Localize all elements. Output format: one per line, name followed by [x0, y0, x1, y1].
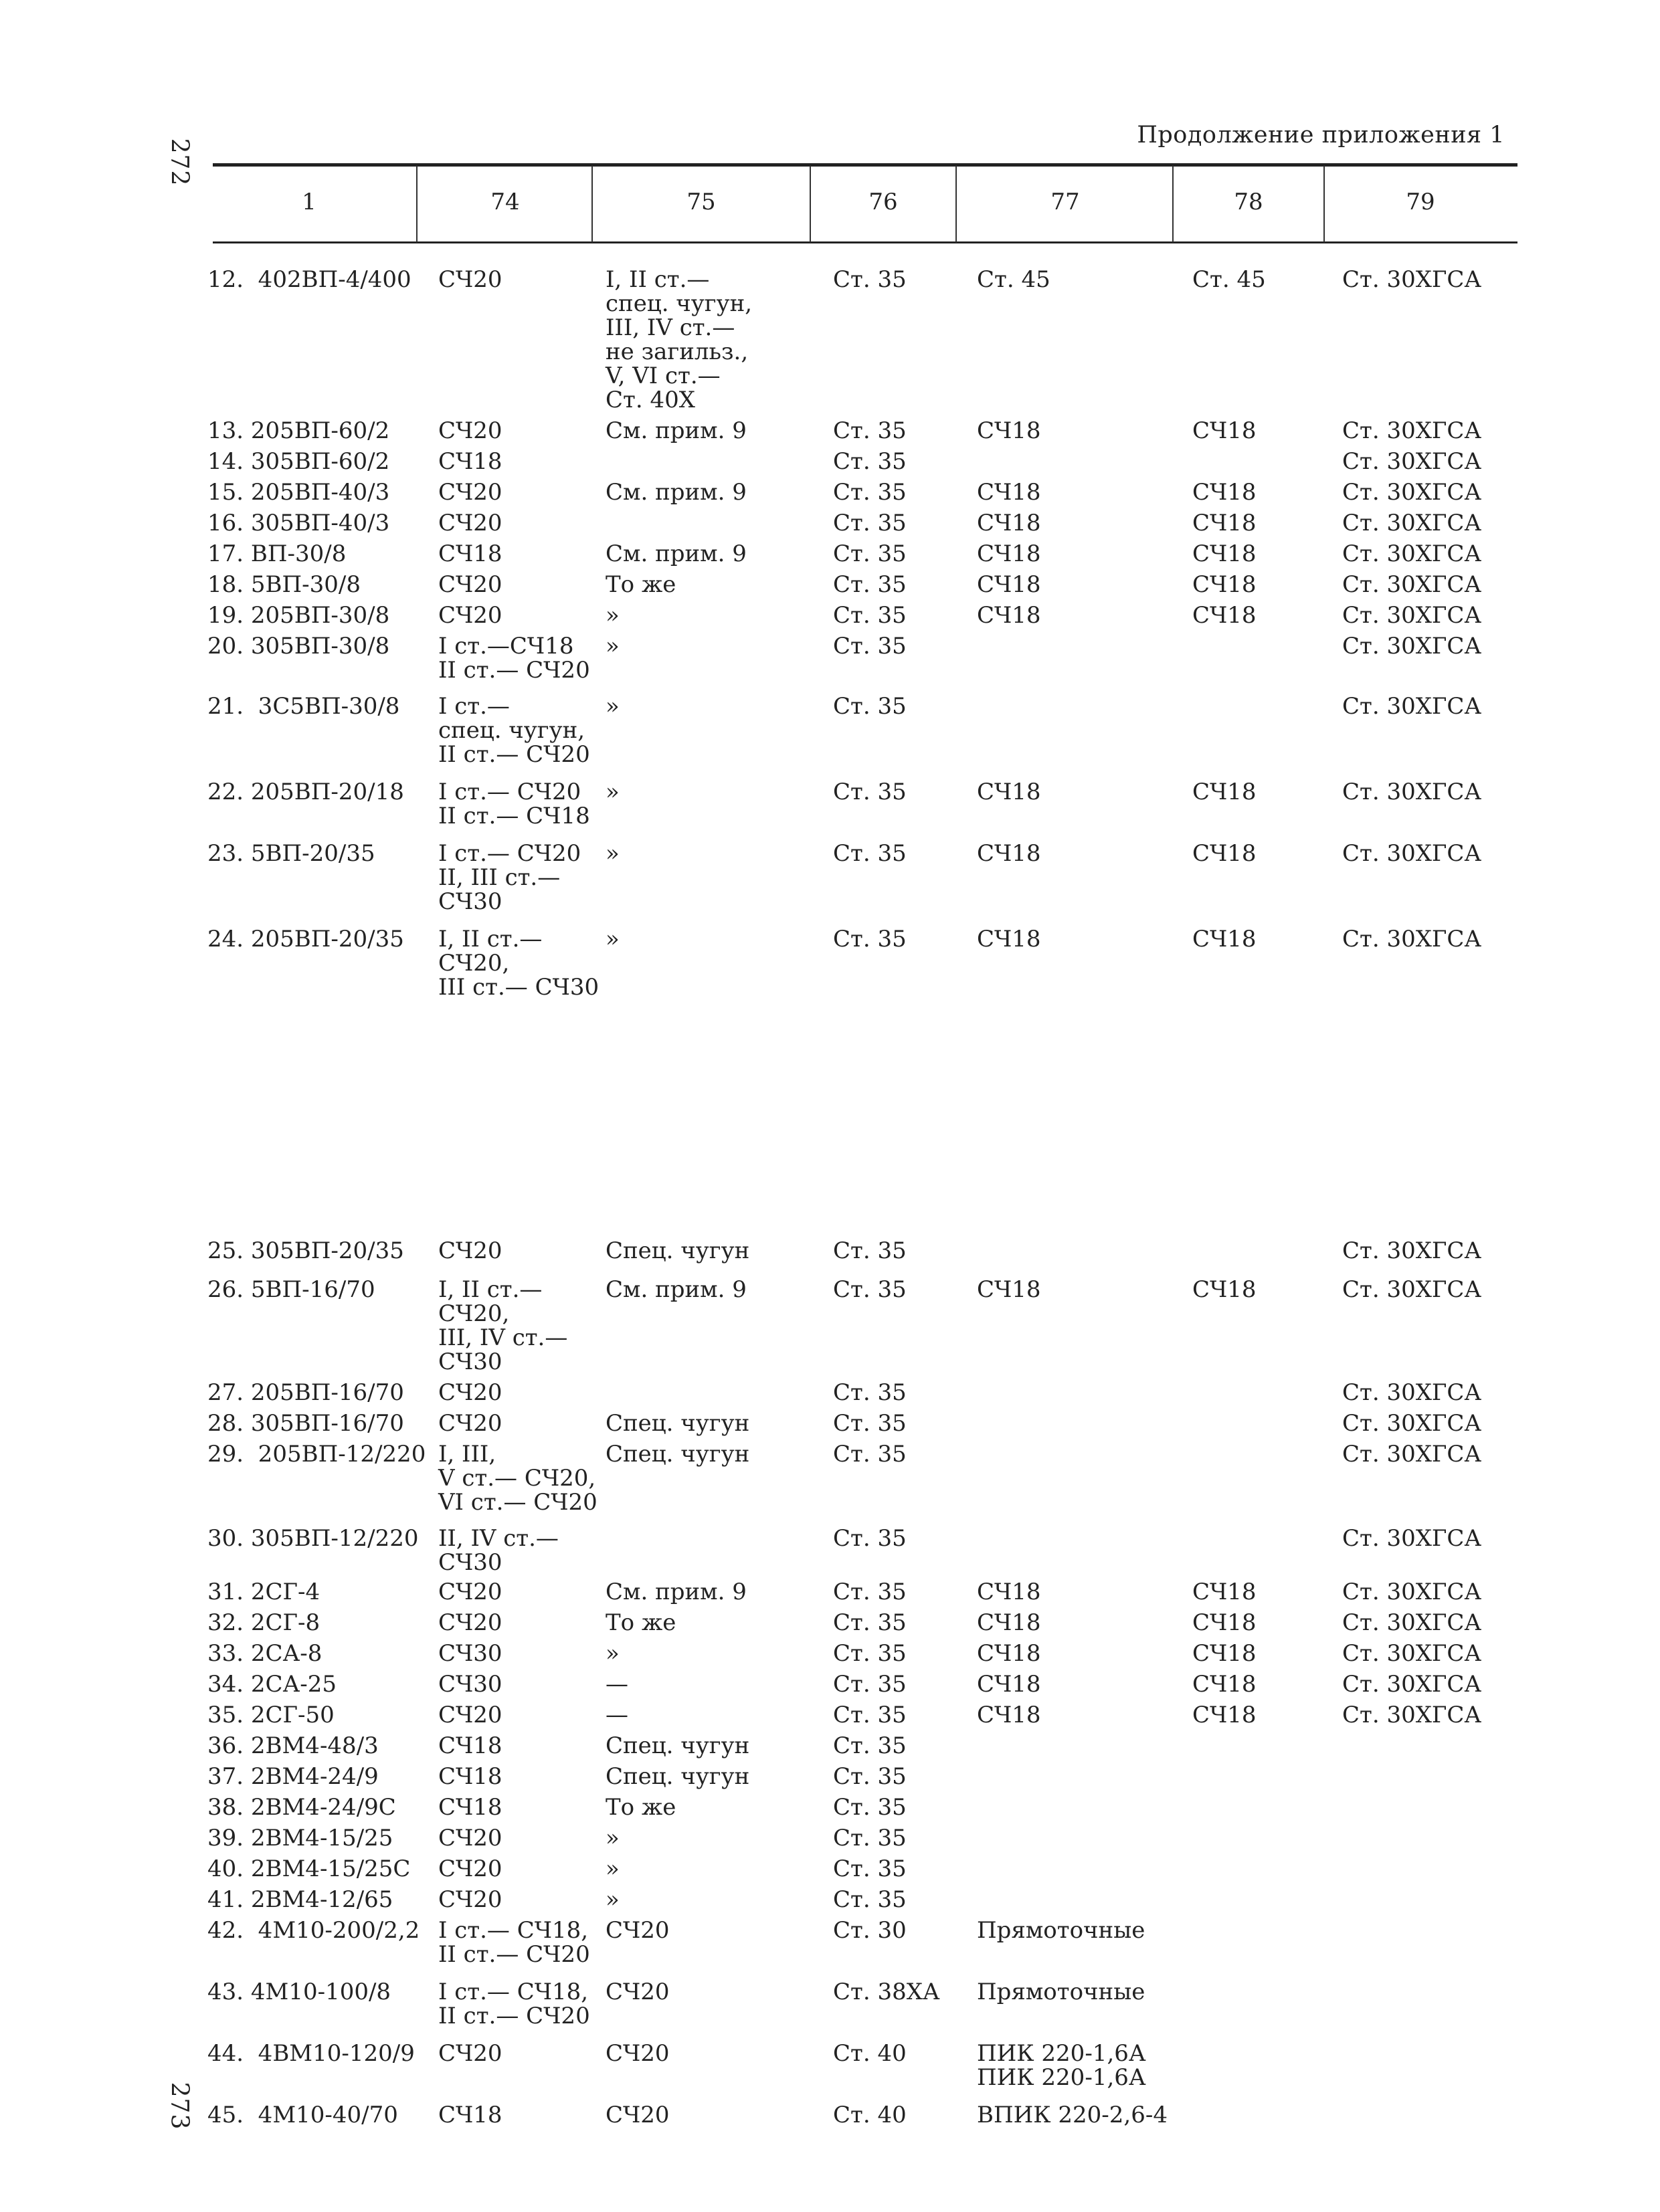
- cell-col-75: »: [606, 840, 620, 867]
- cell-col-75: I, II ст.— спец. чугун, III, IV ст.— не загильз., V, VI ст.— Ст. 40Х: [606, 266, 753, 413]
- cell-col-1: 24. 205ВП-20/35: [207, 926, 404, 952]
- cell-col-75: СЧ20: [606, 2102, 670, 2128]
- cell-col-78: Ст. 45: [1192, 266, 1266, 293]
- cell-col-78: СЧ18: [1192, 779, 1257, 805]
- cell-col-74: СЧ20: [438, 1579, 502, 1605]
- cell-col-78: СЧ18: [1192, 1640, 1257, 1667]
- cell-col-76: Ст. 35: [833, 1763, 907, 1790]
- cell-col-75: »: [606, 1855, 620, 1882]
- cell-col-79: Ст. 30ХГСА: [1342, 693, 1482, 720]
- cell-col-76: Ст. 35: [833, 779, 907, 805]
- cell-col-75: См. прим. 9: [606, 540, 747, 567]
- cell-col-78: СЧ18: [1192, 540, 1257, 567]
- cell-col-76: Ст. 35: [833, 1410, 907, 1437]
- cell-col-75: См. прим. 9: [606, 1276, 747, 1303]
- column-header: 1: [302, 189, 316, 215]
- cell-col-75: »: [606, 1640, 620, 1667]
- cell-col-74: СЧ20: [438, 1410, 502, 1437]
- cell-col-79: Ст. 30ХГСА: [1342, 602, 1482, 629]
- cell-col-75: »: [606, 633, 620, 660]
- cell-col-76: Ст. 35: [833, 1794, 907, 1821]
- cell-col-75: »: [606, 1825, 620, 1851]
- cell-col-74: СЧ18: [438, 448, 502, 475]
- cell-col-77: СЧ18: [977, 926, 1041, 952]
- cell-col-1: 15. 205ВП-40/3: [207, 479, 390, 506]
- cell-col-75: Спец. чугун: [606, 1410, 750, 1437]
- cell-col-78: СЧ18: [1192, 1609, 1257, 1636]
- cell-col-75: Спец. чугун: [606, 1732, 750, 1759]
- cell-col-1: 37. 2ВМ4-24/9: [207, 1763, 379, 1790]
- cell-col-1: 34. 2СА-25: [207, 1671, 337, 1698]
- cell-col-74: I ст.— спец. чугун, II ст.— СЧ20: [438, 693, 590, 768]
- cell-col-1: 44. 4ВМ10-120/9: [207, 2040, 415, 2067]
- cell-col-74: СЧ18: [438, 1763, 502, 1790]
- cell-col-76: Ст. 35: [833, 1855, 907, 1882]
- cell-col-76: Ст. 35: [833, 1579, 907, 1605]
- cell-col-74: II, IV ст.— СЧ30: [438, 1525, 559, 1576]
- cell-col-75: »: [606, 926, 620, 952]
- cell-col-77: СЧ18: [977, 779, 1041, 805]
- cell-col-79: Ст. 30ХГСА: [1342, 1702, 1482, 1728]
- cell-col-75: СЧ20: [606, 2040, 670, 2067]
- column-divider: [1172, 166, 1174, 242]
- page-number-bottom: 273: [165, 2082, 193, 2130]
- cell-col-74: СЧ20: [438, 479, 502, 506]
- cell-col-76: Ст. 35: [833, 840, 907, 867]
- cell-col-77: СЧ18: [977, 840, 1041, 867]
- cell-col-76: Ст. 35: [833, 633, 907, 660]
- cell-col-76: Ст. 35: [833, 693, 907, 720]
- cell-col-76: Ст. 38ХА: [833, 1979, 940, 2005]
- cell-col-77: СЧ18: [977, 1276, 1041, 1303]
- cell-col-79: Ст. 30ХГСА: [1342, 779, 1482, 805]
- cell-col-74: СЧ20: [438, 1379, 502, 1406]
- cell-col-1: 45. 4М10-40/70: [207, 2102, 398, 2128]
- cell-col-76: Ст. 35: [833, 926, 907, 952]
- cell-col-1: 21. 3С5ВП-30/8: [207, 693, 400, 720]
- cell-col-79: Ст. 30ХГСА: [1342, 1640, 1482, 1667]
- cell-col-74: I, II ст.— СЧ20, III ст.— СЧ30: [438, 926, 600, 1001]
- cell-col-1: 43. 4М10-100/8: [207, 1979, 391, 2005]
- cell-col-1: 23. 5ВП-20/35: [207, 840, 375, 867]
- column-header: 75: [686, 189, 716, 215]
- cell-col-1: 38. 2ВМ4-24/9С: [207, 1794, 396, 1821]
- cell-col-76: Ст. 35: [833, 1702, 907, 1728]
- cell-col-75: См. прим. 9: [606, 479, 747, 506]
- cell-col-77: Ст. 45: [977, 266, 1050, 293]
- cell-col-1: 41. 2ВМ4-12/65: [207, 1886, 393, 1913]
- table-top-rule: [213, 163, 1517, 167]
- cell-col-1: 31. 2СГ-4: [207, 1579, 320, 1605]
- cell-col-74: СЧ18: [438, 1794, 502, 1821]
- cell-col-1: 12. 402ВП-4/400: [207, 266, 411, 293]
- cell-col-1: 13. 205ВП-60/2: [207, 417, 390, 444]
- cell-col-77: Прямоточные: [977, 1979, 1145, 2005]
- column-header: 76: [868, 189, 898, 215]
- cell-col-75: То же: [606, 571, 676, 598]
- cell-col-74: СЧ30: [438, 1640, 502, 1667]
- cell-col-77: СЧ18: [977, 1579, 1041, 1605]
- cell-col-76: Ст. 35: [833, 1441, 907, 1468]
- cell-col-78: СЧ18: [1192, 1671, 1257, 1698]
- cell-col-75: СЧ20: [606, 1979, 670, 2005]
- cell-col-79: Ст. 30ХГСА: [1342, 510, 1482, 536]
- cell-col-75: Спец. чугун: [606, 1237, 750, 1264]
- column-divider: [416, 166, 418, 242]
- cell-col-78: СЧ18: [1192, 840, 1257, 867]
- cell-col-74: СЧ20: [438, 2040, 502, 2067]
- cell-col-77: СЧ18: [977, 540, 1041, 567]
- cell-col-77: СЧ18: [977, 571, 1041, 598]
- cell-col-79: Ст. 30ХГСА: [1342, 266, 1482, 293]
- column-header: 77: [1050, 189, 1080, 215]
- cell-col-75: То же: [606, 1609, 676, 1636]
- cell-col-74: СЧ20: [438, 1702, 502, 1728]
- cell-col-1: 17. ВП-30/8: [207, 540, 347, 567]
- cell-col-76: Ст. 35: [833, 602, 907, 629]
- cell-col-74: I ст.— СЧ18, II ст.— СЧ20: [438, 1917, 590, 1968]
- cell-col-76: Ст. 35: [833, 1732, 907, 1759]
- cell-col-79: Ст. 30ХГСА: [1342, 840, 1482, 867]
- cell-col-75: То же: [606, 1794, 676, 1821]
- cell-col-76: Ст. 35: [833, 266, 907, 293]
- cell-col-78: СЧ18: [1192, 926, 1257, 952]
- cell-col-76: Ст. 35: [833, 1671, 907, 1698]
- cell-col-1: 42. 4М10-200/2,2: [207, 1917, 420, 1944]
- cell-col-77: СЧ18: [977, 1609, 1041, 1636]
- cell-col-76: Ст. 35: [833, 1825, 907, 1851]
- cell-col-75: »: [606, 693, 620, 720]
- cell-col-76: Ст. 35: [833, 1237, 907, 1264]
- cell-col-76: Ст. 30: [833, 1917, 907, 1944]
- cell-col-79: Ст. 30ХГСА: [1342, 1609, 1482, 1636]
- cell-col-75: СЧ20: [606, 1917, 670, 1944]
- cell-col-1: 33. 2СА-8: [207, 1640, 322, 1667]
- column-header: 78: [1234, 189, 1263, 215]
- cell-col-1: 22. 205ВП-20/18: [207, 779, 404, 805]
- continuation-title: Продолжение приложения 1: [1137, 122, 1505, 148]
- cell-col-77: СЧ18: [977, 510, 1041, 536]
- cell-col-78: СЧ18: [1192, 1579, 1257, 1605]
- cell-col-79: Ст. 30ХГСА: [1342, 1237, 1482, 1264]
- cell-col-74: СЧ18: [438, 2102, 502, 2128]
- cell-col-75: »: [606, 602, 620, 629]
- cell-col-79: Ст. 30ХГСА: [1342, 1276, 1482, 1303]
- cell-col-74: I ст.— СЧ20 II ст.— СЧ18: [438, 779, 590, 829]
- cell-col-76: Ст. 35: [833, 1525, 907, 1552]
- cell-col-74: СЧ20: [438, 602, 502, 629]
- cell-col-76: Ст. 35: [833, 540, 907, 567]
- cell-col-77: Прямоточные: [977, 1917, 1145, 1944]
- cell-col-75: Спец. чугун: [606, 1441, 750, 1468]
- cell-col-76: Ст. 35: [833, 1379, 907, 1406]
- cell-col-1: 16. 305ВП-40/3: [207, 510, 390, 536]
- cell-col-74: СЧ20: [438, 571, 502, 598]
- cell-col-79: Ст. 30ХГСА: [1342, 1525, 1482, 1552]
- cell-col-78: СЧ18: [1192, 510, 1257, 536]
- cell-col-79: Ст. 30ХГСА: [1342, 1441, 1482, 1468]
- cell-col-1: 18. 5ВП-30/8: [207, 571, 361, 598]
- column-divider: [591, 166, 593, 242]
- cell-col-74: СЧ20: [438, 510, 502, 536]
- cell-col-75: »: [606, 1886, 620, 1913]
- cell-col-1: 27. 205ВП-16/70: [207, 1379, 404, 1406]
- column-divider: [810, 166, 811, 242]
- cell-col-77: СЧ18: [977, 1702, 1041, 1728]
- cell-col-1: 20. 305ВП-30/8: [207, 633, 390, 660]
- cell-col-75: См. прим. 9: [606, 417, 747, 444]
- cell-col-74: I, III, V ст.— СЧ20, VI ст.— СЧ20: [438, 1441, 597, 1516]
- cell-col-75: См. прим. 9: [606, 1579, 747, 1605]
- cell-col-1: 29. 205ВП-12/220: [207, 1441, 426, 1468]
- cell-col-1: 19. 205ВП-30/8: [207, 602, 390, 629]
- cell-col-76: Ст. 35: [833, 571, 907, 598]
- cell-col-74: СЧ20: [438, 1237, 502, 1264]
- cell-col-79: Ст. 30ХГСА: [1342, 540, 1482, 567]
- cell-col-75: Спец. чугун: [606, 1763, 750, 1790]
- page-number-top: 272: [165, 138, 193, 187]
- column-divider: [955, 166, 957, 242]
- cell-col-79: Ст. 30ХГСА: [1342, 1579, 1482, 1605]
- cell-col-75: »: [606, 779, 620, 805]
- cell-col-74: СЧ18: [438, 540, 502, 567]
- cell-col-76: Ст. 35: [833, 1276, 907, 1303]
- cell-col-1: 36. 2ВМ4-48/3: [207, 1732, 379, 1759]
- cell-col-78: СЧ18: [1192, 479, 1257, 506]
- cell-col-77: СЧ18: [977, 417, 1041, 444]
- cell-col-1: 14. 305ВП-60/2: [207, 448, 390, 475]
- cell-col-79: Ст. 30ХГСА: [1342, 571, 1482, 598]
- column-header: 74: [490, 189, 520, 215]
- cell-col-77: СЧ18: [977, 602, 1041, 629]
- cell-col-76: Ст. 35: [833, 1886, 907, 1913]
- cell-col-78: СЧ18: [1192, 417, 1257, 444]
- column-header: 79: [1406, 189, 1435, 215]
- cell-col-74: СЧ20: [438, 1886, 502, 1913]
- cell-col-79: Ст. 30ХГСА: [1342, 926, 1482, 952]
- cell-col-74: СЧ18: [438, 1732, 502, 1759]
- cell-col-79: Ст. 30ХГСА: [1342, 633, 1482, 660]
- cell-col-74: СЧ20: [438, 266, 502, 293]
- cell-col-76: Ст. 35: [833, 1609, 907, 1636]
- cell-col-79: Ст. 30ХГСА: [1342, 417, 1482, 444]
- cell-col-1: 32. 2СГ-8: [207, 1609, 320, 1636]
- cell-col-79: Ст. 30ХГСА: [1342, 1379, 1482, 1406]
- cell-col-74: I ст.— СЧ18, II ст.— СЧ20: [438, 1979, 590, 2029]
- cell-col-77: ПИК 220-1,6А ПИК 220-1,6А: [977, 2040, 1146, 2091]
- cell-col-78: СЧ18: [1192, 602, 1257, 629]
- cell-col-75: —: [606, 1702, 628, 1728]
- cell-col-76: Ст. 35: [833, 479, 907, 506]
- cell-col-76: Ст. 40: [833, 2040, 907, 2067]
- cell-col-76: Ст. 35: [833, 510, 907, 536]
- cell-col-79: Ст. 30ХГСА: [1342, 1671, 1482, 1698]
- column-divider: [1323, 166, 1325, 242]
- cell-col-74: СЧ20: [438, 1855, 502, 1882]
- cell-col-78: СЧ18: [1192, 571, 1257, 598]
- cell-col-78: СЧ18: [1192, 1702, 1257, 1728]
- cell-col-1: 35. 2СГ-50: [207, 1702, 335, 1728]
- cell-col-77: СЧ18: [977, 479, 1041, 506]
- cell-col-76: Ст. 35: [833, 448, 907, 475]
- table-header-rule: [213, 241, 1517, 243]
- cell-col-1: 25. 305ВП-20/35: [207, 1237, 404, 1264]
- cell-col-74: I ст.— СЧ20 II, III ст.— СЧ30: [438, 840, 581, 915]
- cell-col-1: 26. 5ВП-16/70: [207, 1276, 375, 1303]
- cell-col-77: ВПИК 220-2,6-4: [977, 2102, 1168, 2128]
- cell-col-78: СЧ18: [1192, 1276, 1257, 1303]
- cell-col-1: 39. 2ВМ4-15/25: [207, 1825, 393, 1851]
- cell-col-74: I ст.—СЧ18 II ст.— СЧ20: [438, 633, 590, 684]
- cell-col-1: 30. 305ВП-12/220: [207, 1525, 419, 1552]
- cell-col-79: Ст. 30ХГСА: [1342, 479, 1482, 506]
- cell-col-76: Ст. 40: [833, 2102, 907, 2128]
- cell-col-74: СЧ20: [438, 417, 502, 444]
- cell-col-79: Ст. 30ХГСА: [1342, 1410, 1482, 1437]
- cell-col-77: СЧ18: [977, 1671, 1041, 1698]
- cell-col-1: 28. 305ВП-16/70: [207, 1410, 404, 1437]
- cell-col-74: СЧ30: [438, 1671, 502, 1698]
- cell-col-76: Ст. 35: [833, 1640, 907, 1667]
- cell-col-75: —: [606, 1671, 628, 1698]
- cell-col-77: СЧ18: [977, 1640, 1041, 1667]
- cell-col-76: Ст. 35: [833, 417, 907, 444]
- cell-col-74: СЧ20: [438, 1825, 502, 1851]
- cell-col-74: I, II ст.— СЧ20, III, IV ст.— СЧ30: [438, 1276, 568, 1375]
- cell-col-79: Ст. 30ХГСА: [1342, 448, 1482, 475]
- cell-col-74: СЧ20: [438, 1609, 502, 1636]
- cell-col-1: 40. 2ВМ4-15/25С: [207, 1855, 411, 1882]
